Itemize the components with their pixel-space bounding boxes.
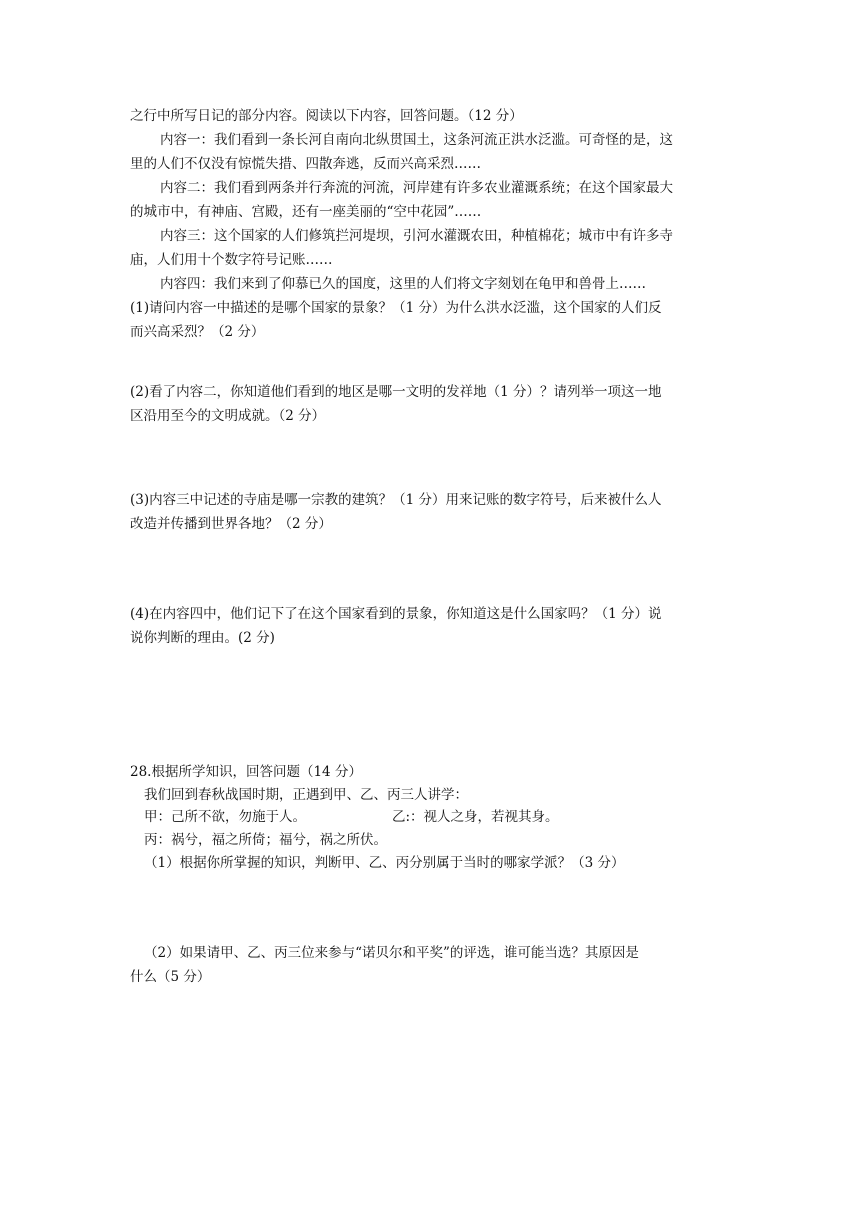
question-28-2-line-1: （2）如果请甲、乙、丙三位来参与“诺贝尔和平奖”的评选，谁可能当选？其原因是 — [144, 945, 639, 961]
content-one-line-1: 内容一：我们看到一条长河自南向北纵贯国土，这条河流正洪水泛滥。可奇怪的是，这 — [160, 132, 673, 148]
question-28-2-line-2: 什么（5 分） — [130, 969, 211, 985]
question-1-line-1: (1)请问内容一中描述的是哪个国家的景象？（1 分）为什么洪水泛滥，这个国家的人们反 — [130, 300, 662, 316]
passage-intro: 之行中所写日记的部分内容。阅读以下内容，回答问题。（12 分） — [130, 108, 523, 124]
content-two-line-1: 内容二：我们看到两条并行奔流的河流，河岸建有许多农业灌溉系统；在这个国家最大 — [160, 180, 673, 196]
question-4-line-1: (4)在内容四中，他们记下了在这个国家看到的景象，你知道这是什么国家吗？（1 分）说 — [130, 606, 662, 622]
content-three-line-1: 内容三：这个国家的人们修筑拦河堤坝，引河水灌溉农田，种植棉花；城市中有许多寺 — [160, 228, 673, 244]
quote-yi: 乙:：视人之身，若视其身。 — [392, 809, 559, 825]
content-two-line-2: 的城市中，有神庙、宫殿，还有一座美丽的“空中花园”…… — [130, 204, 482, 220]
quote-jia: 甲：己所不欲，勿施于人。 — [144, 809, 306, 825]
content-one-line-2: 里的人们不仅没有惊慌失措、四散奔逃，反而兴高采烈…… — [130, 156, 481, 172]
quote-bing: 丙：祸兮，福之所倚；福兮，祸之所伏。 — [144, 832, 387, 848]
question-1-line-2: 而兴高采烈？（2 分） — [130, 324, 265, 340]
question-2-line-1: (2)看了内容二，你知道他们看到的地区是哪一文明的发祥地（1 分）？请列举一项这一地 — [130, 384, 662, 400]
question-4-line-2: 说你判断的理由。(2 分) — [130, 630, 275, 646]
question-28-1: （1）根据你所掌握的知识，判断甲、乙、丙分别属于当时的哪家学派？（3 分） — [144, 855, 625, 871]
quotes-row — [144, 805, 559, 829]
question-28-intro: 我们回到春秋战国时期，正遇到甲、乙、丙三人讲学： — [144, 787, 468, 803]
content-three-line-2: 庙，人们用十个数字符号记账…… — [130, 252, 333, 268]
question-28-title: 28.根据所学知识，回答问题（14 分） — [130, 764, 362, 780]
content-four: 内容四：我们来到了仰慕已久的国度，这里的人们将文字刻划在龟甲和兽骨上…… — [160, 276, 646, 292]
question-3-line-2: 改造并传播到世界各地？（2 分） — [130, 516, 332, 532]
question-2-line-2: 区沿用至今的文明成就。（2 分） — [130, 408, 326, 424]
question-3-line-1: (3)内容三中记述的寺庙是哪一宗教的建筑？（1 分）用来记账的数字符号，后来被什么人 — [130, 492, 662, 508]
